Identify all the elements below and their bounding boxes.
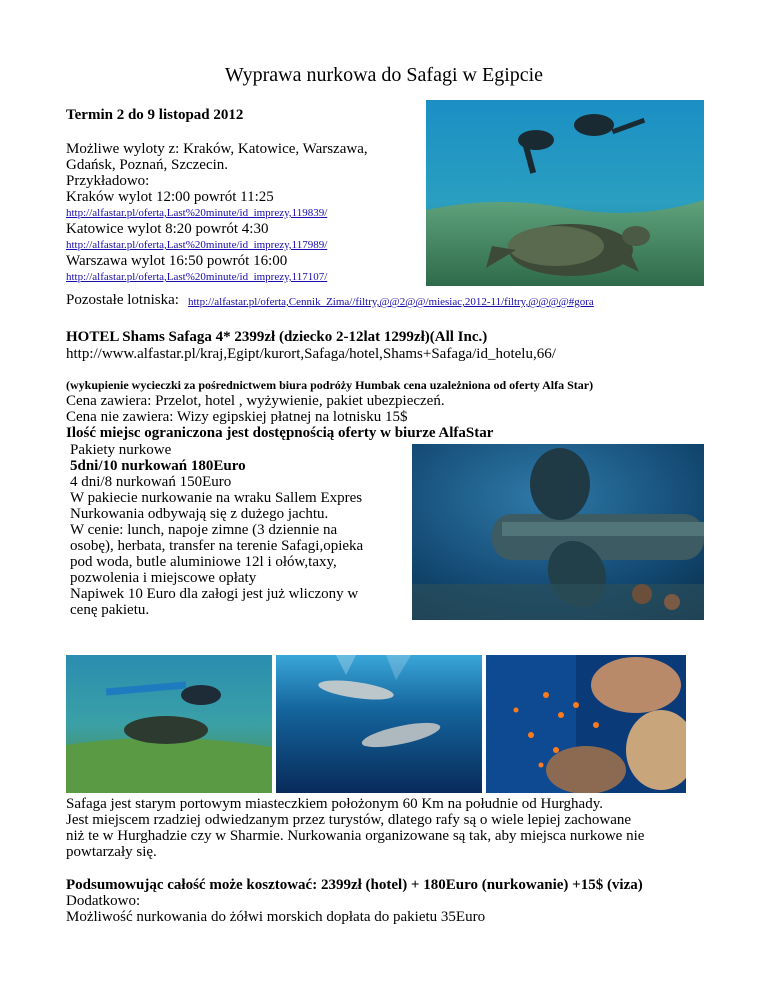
flight-krakow: Kraków wylot 12:00 powrót 11:25 [66,189,274,205]
summary-line: Podsumowując całość może kosztować: 2399zł (hotel) + 180Euro (nurkowanie) +15$ (viza) [66,877,643,893]
safaga-line: Safaga jest starym portowym miasteczkiem położonym 60 Km na południe od Hurghady. [66,796,603,812]
flight-katowice: Katowice wylot 8:20 powrót 4:30 [66,221,269,237]
coral-reef-photo [486,655,686,793]
safaga-line: powtarzały się. [66,844,157,860]
safaga-line: niż te w Hurghadzie czy w Sharmie. Nurkowania organizowane są tak, aby miejsca nurkowe nie [66,828,645,844]
ilosc-miejsc: Ilość miejsc ograniczona jest dostępnością oferty w biurze AlfaStar [66,425,494,441]
wyloty-line-1: Możliwe wyloty z: Kraków, Katowice, Warszawa, [66,141,368,157]
dolphins-photo [276,655,482,793]
pakiet-1: 5dni/10 nurkowań 180Euro [70,458,246,474]
pakiet-line: pozwolenia i miejscowe opłaty [70,570,257,586]
pakiet-line: Nurkowania odbywają się z dużego jachtu. [70,506,329,522]
pakiet-line: osobę), herbata, transfer na terenie Safagi,opieka [70,538,364,554]
pakiet-line: cenę pakietu. [70,602,150,618]
cena-zawiera: Cena zawiera: Przelot, hotel , wyżywienie, pakiet ubezpieczeń. [66,393,445,409]
pozostale-label: Pozostałe lotniska: [66,292,179,308]
pakiet-2: 4 dni/8 nurkowań 150Euro [70,474,232,490]
hotel-title: HOTEL Shams Safaga 4* 2399zł (dziecko 2-12lat 1299zł)(All Inc.) [66,329,488,345]
flight-warszawa-link[interactable]: http://alfastar.pl/oferta,Last%20minute/id_imprezy,117107/ [66,271,328,283]
pakiety-heading: Pakiety nurkowe [70,442,172,458]
zolwie-dopłata: Możliwość nurkowania do żółwi morskich dopłata do pakietu 35Euro [66,909,486,925]
wyloty-line-2: Gdańsk, Poznań, Szczecin. [66,157,229,173]
cena-nie-zawiera: Cena nie zawiera: Wizy egipskiej płatnej na lotnisku 15$ [66,409,408,425]
humbak-note: (wykupienie wycieczki za pośrednictwem biura podróży Humbak cena uzależniona od oferty Alfa Star) [66,378,594,392]
flight-krakow-link[interactable]: http://alfastar.pl/oferta,Last%20minute/id_imprezy,119839/ [66,207,328,219]
turtle-divers-photo [426,100,704,286]
wreck-propeller-photo [412,444,704,620]
safaga-line: Jest miejscem rzadziej odwiedzanym przez turystów, dlatego rafy są o wiele lepiej zachowane [66,812,632,828]
wyloty-line-3: Przykładowo: [66,173,150,189]
hotel-url: http://www.alfastar.pl/kraj,Egipt/kurort,Safaga/hotel,Shams+Safaga/id_hotelu,66/ [66,346,556,362]
diver-turtle-photo [66,655,272,793]
pakiet-line: pod woda, butle aluminiowe 12l i ołów,taxy, [70,554,337,570]
pozostale-link[interactable]: http://alfastar.pl/oferta,Cennik_Zima//filtry,@@2@@/miesiac,2012-11/filtry,@@@@#gora [188,296,594,308]
dodatkowo: Dodatkowo: [66,893,141,909]
pakiet-line: W cenie: lunch, napoje zimne (3 dziennie na [70,522,338,538]
page-title: Wyprawa nurkowa do Safagi w Egipcie [224,64,544,86]
pakiet-line: W pakiecie nurkowanie na wraku Sallem Expres [70,490,363,506]
flight-katowice-link[interactable]: http://alfastar.pl/oferta,Last%20minute/id_imprezy,117989/ [66,239,328,251]
flight-warszawa: Warszawa wylot 16:50 powrót 16:00 [66,253,288,269]
termin: Termin 2 do 9 listopad 2012 [66,107,244,123]
pakiet-line: Napiwek 10 Euro dla załogi jest już wliczony w [70,586,359,602]
